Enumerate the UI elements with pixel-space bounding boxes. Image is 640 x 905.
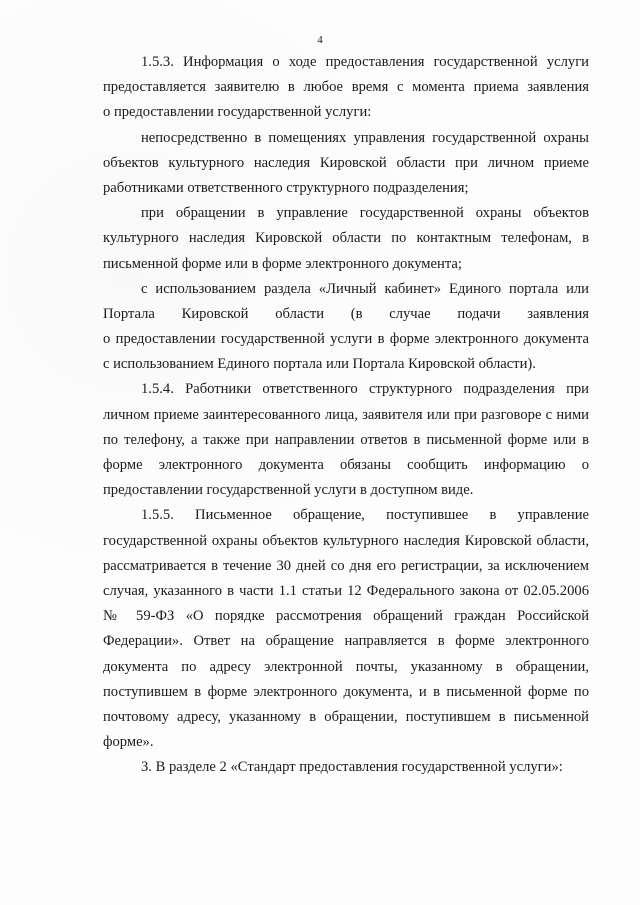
document-body — [103, 50, 589, 780]
text-line: о предоставлении государственной услуги в форме электронного документа — [103, 331, 589, 348]
text-line: форме электронного документа обязаны сообщить информацию о — [103, 457, 589, 473]
text-line: поступившем в форме электронного документа, и в письменной форме по — [103, 683, 589, 700]
text-line: случая, указанного в части 1.1 статьи 12 Федерального закона от 02.05.2006 — [103, 582, 589, 599]
paragraph-1-5-5 — [103, 503, 589, 755]
paragraph-1-5-3 — [103, 50, 589, 126]
text-line: личном приеме заинтересованного лица, заявителя или при разговоре с ними — [103, 406, 589, 423]
paragraph-contact-phones — [103, 201, 589, 277]
text-line: о предоставлении государственной услуги: — [103, 104, 372, 121]
text-line: № 59-ФЗ «О порядке рассмотрения обращений граждан Российской — [103, 608, 589, 625]
text-line: с использованием Единого портала или Портала Кировской области). — [103, 356, 536, 373]
text-line: государственной охраны объектов культурного наследия Кировской области, — [103, 532, 589, 549]
text-line: письменной форме или в форме электронного документа; — [103, 255, 462, 272]
text-line: Портала Кировской области (в случае подачи заявления — [103, 305, 589, 322]
text-line: объектов культурного наследия Кировской области при личном приеме — [103, 154, 589, 171]
text-line: почтовому адресу, указанному в обращении, поступившем в письменной — [103, 708, 589, 725]
text-line: предоставляется заявителю в любое время с момента приема заявления — [103, 79, 589, 96]
text-line: Федерации». Ответ на обращение направляется в форме электронного — [103, 633, 589, 650]
text-line: при обращении в управление государственной охраны объектов — [141, 205, 589, 222]
text-line: с использованием раздела «Личный кабинет» Единого портала или — [141, 280, 589, 297]
text-line: 1.5.5. Письменное обращение, поступившее в управление — [141, 507, 589, 524]
text-line: по телефону, а также при направлении ответов в письменной форме или в — [103, 431, 589, 448]
paragraph-section-3 — [103, 755, 589, 780]
text-line: 1.5.3. Информация о ходе предоставления государственной услуги — [141, 54, 589, 70]
paragraph-direct-contact — [103, 126, 589, 202]
page-number: 4 — [317, 34, 323, 46]
text-line: культурного наследия Кировской области по контактным телефонам, в — [103, 230, 589, 247]
text-line: 1.5.4. Работники ответственного структурного подразделения при — [141, 381, 589, 398]
paragraph-personal-cabinet — [103, 277, 589, 378]
text-line: работниками ответственного структурного подразделения; — [103, 179, 469, 196]
text-line: непосредственно в помещениях управления государственной охраны — [141, 129, 589, 146]
paragraph-1-5-4 — [103, 377, 589, 503]
text-line: документа по адресу электронной почты, указанному в обращении, — [103, 658, 589, 675]
text-line: рассматривается в течение 30 дней со дня его регистрации, за исключением — [103, 557, 589, 574]
text-line: форме». — [103, 734, 154, 751]
text-line: 3. В разделе 2 «Стандарт предоставления государственной услуги»: — [141, 759, 563, 776]
text-line: предоставлении государственной услуги в доступном виде. — [103, 482, 474, 499]
